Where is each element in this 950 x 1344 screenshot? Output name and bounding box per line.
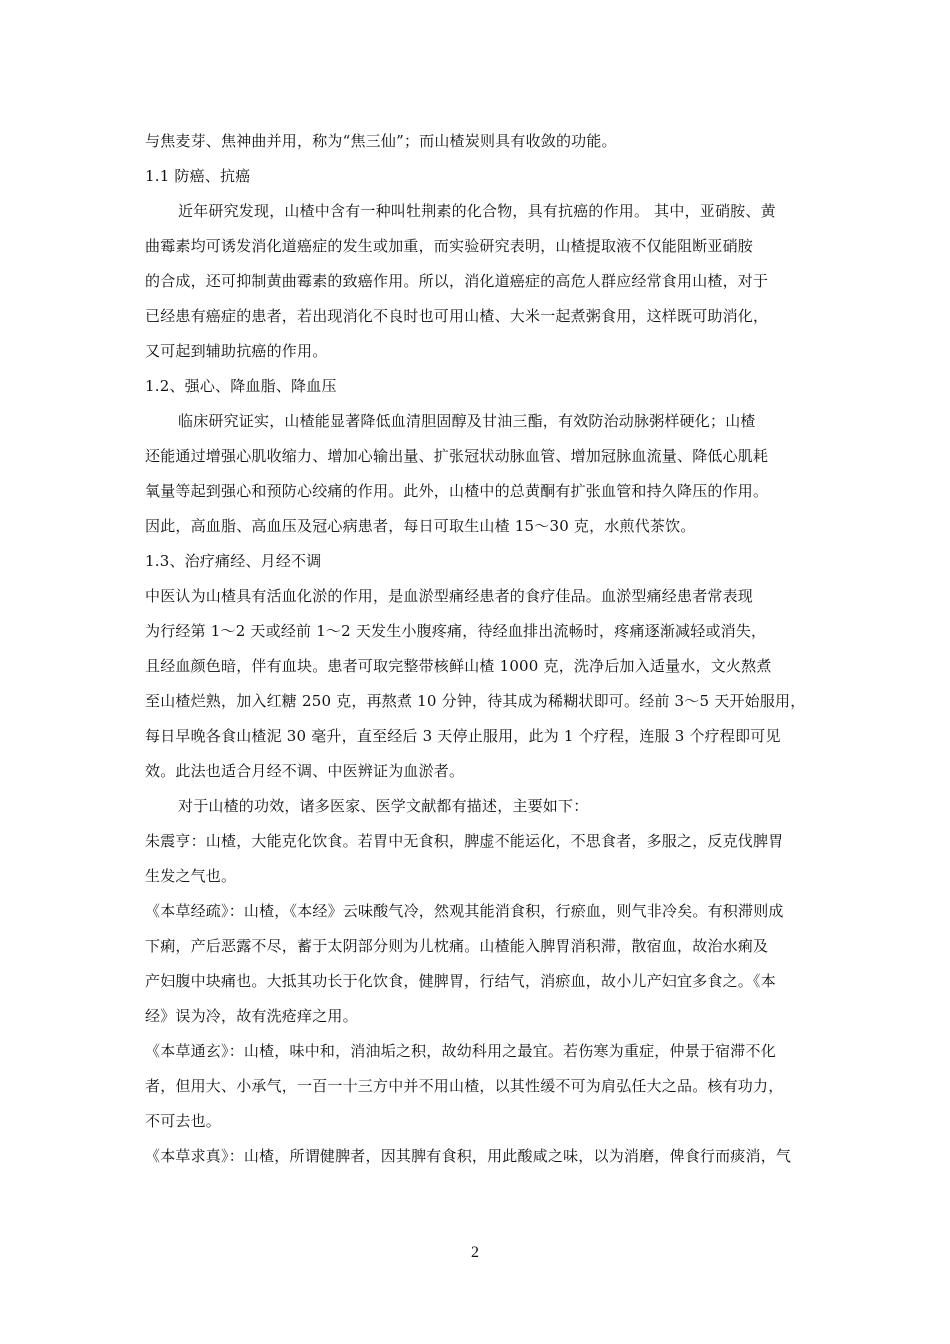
text-line: 氧量等起到强心和预防心绞痛的作用。此外，山楂中的总黄酮有扩张血管和持久降压的作用。 xyxy=(145,482,769,500)
text-line: 下痢，产后恶露不尽，蓄于太阴部分则为儿枕痛。山楂能入脾胃消积滞，散宿血，故治水痢及 xyxy=(145,937,769,955)
text-line: 不可去也。 xyxy=(145,1112,222,1130)
text-line: 《本草经疏》：山楂，《本经》云味酸气冷，然观其能消食积，行瘀血，则气非冷矣。有积滞则成 xyxy=(145,902,784,920)
text-line: 又可起到辅助抗癌的作用。 xyxy=(145,342,328,360)
text-line: 近年研究发现，山楂中含有一种叫牡荆素的化合物，具有抗癌的作用。 其中，亚硝胺、黄 xyxy=(178,202,776,220)
text-line: 曲霉素均可诱发消化道癌症的发生或加重，而实验研究表明，山楂提取液不仅能阻断亚硝胺 xyxy=(145,237,754,255)
text-line: 的合成，还可抑制黄曲霉素的致癌作用。所以，消化道癌症的高危人群应经常食用山楂，对于 xyxy=(145,272,769,290)
text-line: 效。此法也适合月经不调、中医辨证为血淤者。 xyxy=(145,762,465,780)
section-heading: 1.3、治疗痛经、月经不调 xyxy=(145,552,322,570)
text-line: 还能通过增强心肌收缩力、增加心输出量、扩张冠状动脉血管、增加冠脉血流量、降低心肌耗 xyxy=(145,447,769,465)
text-line: 经》误为冷，故有洗疮痒之用。 xyxy=(145,1007,358,1025)
text-line: 因此，高血脂、高血压及冠心病患者，每日可取生山楂 15～30 克，水煎代茶饮。 xyxy=(145,517,696,535)
text-line: 产妇腹中块痛也。大抵其功长于化饮食，健脾胃，行结气，消瘀血，故小儿产妇宜多食之。《本 xyxy=(145,972,776,990)
text-line: 每日早晚各食山楂泥 30 毫升，直至经后 3 天停止服用，此为 1 个疗程，连服 3 个疗程即可见 xyxy=(145,727,781,745)
page-number: 2 xyxy=(471,1244,479,1261)
section-heading: 1.2、强心、降血脂、降血压 xyxy=(145,377,337,395)
text-line: 《本草通玄》：山楂，味中和，消油垢之积，故幼科用之最宜。若伤寒为重症，仲景于宿滞不化 xyxy=(145,1042,776,1060)
text-line: 中医认为山楂具有活血化淤的作用，是血淤型痛经患者的食疗佳品。血淤型痛经患者常表现 xyxy=(145,587,754,605)
text-line: 生发之气也。 xyxy=(145,867,237,885)
text-line: 临床研究证实，山楂能显著降低血清胆固醇及甘油三酯，有效防治动脉粥样硬化；山楂 xyxy=(178,412,756,430)
text-line: 《本草求真》：山楂，所谓健脾者，因其脾有食积，用此酸咸之味，以为消磨，俾食行而痰消，气 xyxy=(145,1147,792,1165)
text-line: 已经患有癌症的患者，若出现消化不良时也可用山楂、大米一起煮粥食用，这样既可助消化， xyxy=(145,307,769,325)
text-line: 朱震亨：山楂，大能克化饮食。若胃中无食积，脾虚不能运化，不思食者，多服之，反克伐脾胃 xyxy=(145,832,784,850)
text-line: 至山楂烂熟，加入红糖 250 克，再熬煮 10 分钟，待其成为稀糊状即可。经前 3～5 天开始服用， xyxy=(145,692,806,710)
page-body xyxy=(145,124,817,1174)
text-line: 者，但用大、小承气，一百一十三方中并不用山楂，以其性缓不可为肩弘任大之品。核有功力， xyxy=(145,1077,784,1095)
text-line: 为行经第 1～2 天或经前 1～2 天发生小腹疼痛，待经血排出流畅时，疼痛逐渐减轻或消失， xyxy=(145,622,767,640)
text-line: 与焦麦芽、焦神曲并用，称为“焦三仙”；而山楂炭则具有收敛的功能。 xyxy=(145,132,617,150)
text-line: 且经血颜色暗，伴有血块。患者可取完整带核鲜山楂 1000 克，洗净后加入适量水，文火熬煮 xyxy=(145,657,772,675)
text-line: 对于山楂的功效，诸多医家、医学文献都有描述，主要如下： xyxy=(178,797,589,815)
section-heading: 1.1 防癌、抗癌 xyxy=(145,167,251,185)
